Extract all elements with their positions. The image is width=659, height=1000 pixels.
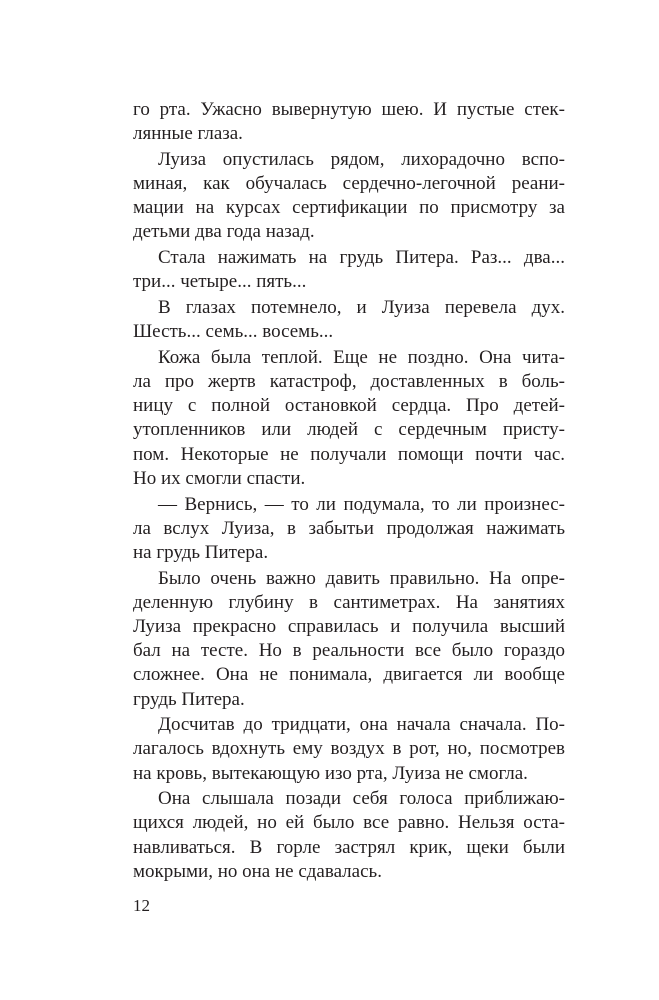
paragraph — [133, 98, 565, 146]
text-line: на грудь Питера. — [133, 541, 269, 563]
text-line: Луиза прекрасно справилась и получила высший — [133, 615, 565, 637]
paragraph — [133, 148, 565, 245]
paragraph — [133, 346, 565, 491]
body-text — [133, 98, 565, 884]
text-line: Луиза опустилась рядом, лихорадочно вспо- — [158, 148, 565, 170]
text-line: деленную глубину в сантиметрах. На занятиях — [133, 591, 565, 613]
text-line: Но их смогли спасти. — [133, 467, 306, 489]
text-line: лянные глаза. — [133, 123, 243, 145]
text-line: ла про жертв катастроф, доставленных в боль- — [133, 371, 565, 393]
text-line: Стала нажимать на грудь Питера. Раз... два... — [158, 247, 565, 269]
text-line: три... четыре... пять... — [133, 271, 307, 293]
text-line: Было очень важно давить правильно. На опре- — [158, 567, 565, 589]
text-line: щихся людей, но ей было все равно. Нельзя оста- — [133, 812, 565, 834]
text-line: В глазах потемнело, и Луиза перевела дух. — [158, 297, 565, 318]
text-line: пом. Некоторые не получали помощи почти час. — [133, 443, 565, 465]
paragraph — [133, 787, 565, 884]
text-line: Она слышала позади себя голоса приближаю- — [158, 788, 565, 810]
text-line: навливаться. В горле застрял крик, щеки были — [133, 836, 565, 858]
paragraph — [133, 246, 565, 294]
text-line: Кожа была теплой. Еще не поздно. Она чита- — [158, 346, 565, 368]
text-line: утопленников или людей с сердечным присту- — [133, 419, 565, 441]
text-line: го рта. Ужасно вывернутую шею. И пустые стек- — [133, 99, 565, 120]
text-line: мокрыми, но она не сдавалась. — [133, 860, 382, 882]
text-line: Досчитав до тридцати, она начала сначала. По- — [158, 714, 565, 736]
text-line: грудь Питера. — [133, 688, 245, 710]
text-line: ницу с полной остановкой сердца. Про детей- — [133, 395, 565, 417]
text-line: детьми два года назад. — [133, 221, 315, 243]
text-line: на кровь, вытекающую изо рта, Луиза не смогла. — [133, 762, 528, 784]
text-line: лагалось вдохнуть ему воздух в рот, но, посмотрев — [133, 738, 565, 760]
text-line: бал на тесте. Но в реальности все было гораздо — [133, 640, 565, 662]
text-line: ла вслух Луиза, в забытьи продолжая нажимать — [133, 517, 565, 539]
text-line: миная, как обучалась сердечно-легочной реани- — [133, 173, 565, 195]
paragraph — [133, 567, 565, 712]
paragraph — [133, 713, 565, 786]
text-line: Шесть... семь... восемь... — [133, 321, 334, 343]
text-line: сложнее. Она не понимала, двигается ли вообще — [133, 664, 565, 686]
text-line: — Вернись, — то ли подумала, то ли произнес- — [158, 493, 565, 515]
page-number: 12 — [133, 896, 150, 915]
text-line: мации на курсах сертификации по присмотру за — [133, 197, 565, 219]
paragraph — [133, 296, 565, 344]
paragraph — [133, 493, 565, 566]
